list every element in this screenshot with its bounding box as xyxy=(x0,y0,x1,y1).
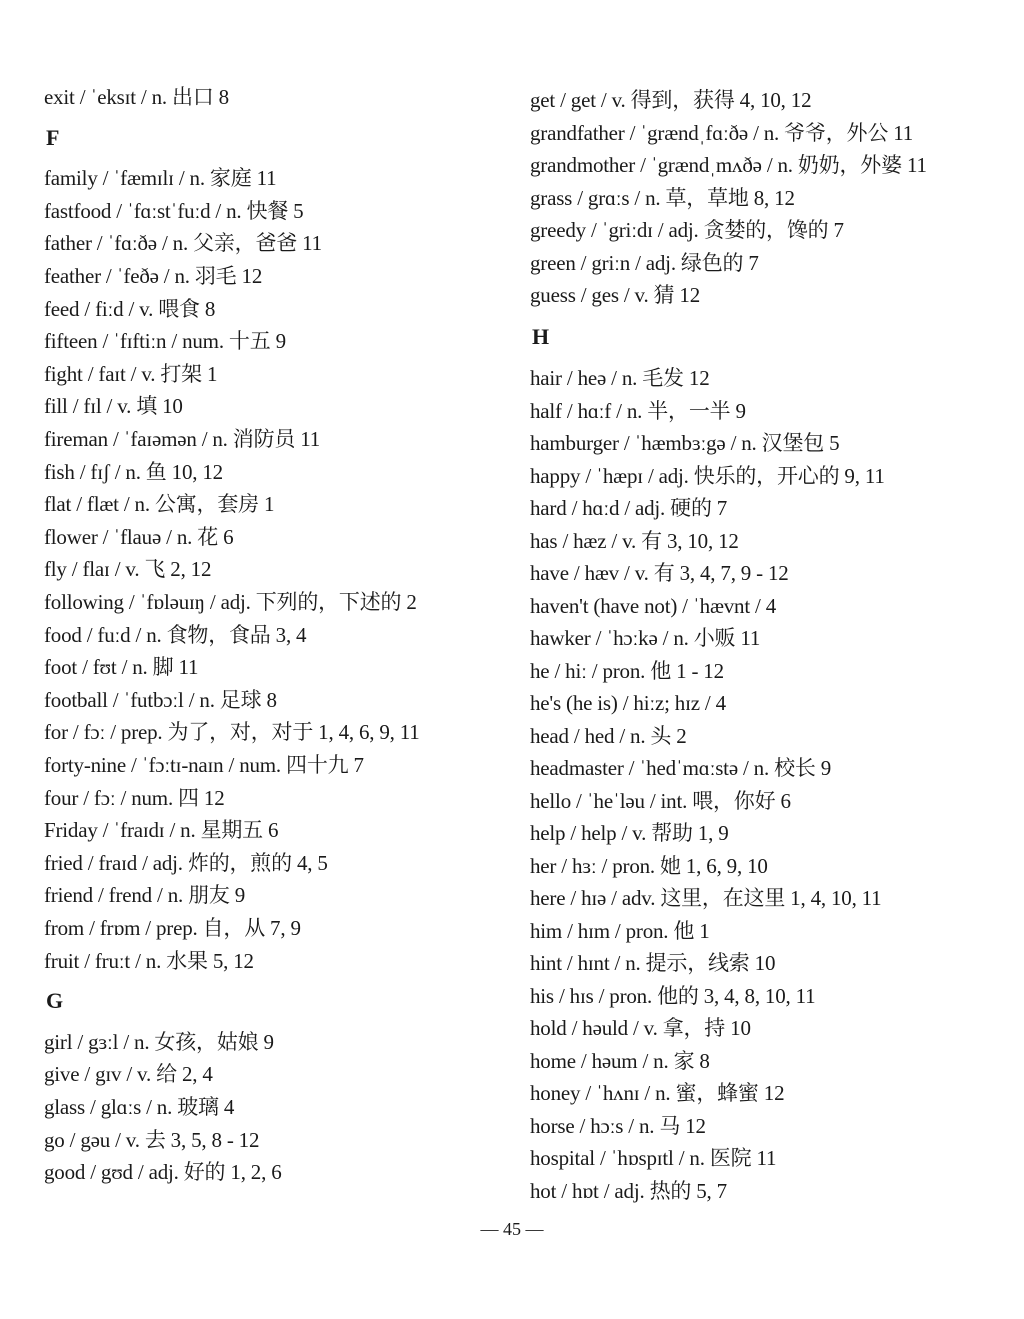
glossary-entry: fried / fraɪd / adj. 炸的，煎的 4, 5 xyxy=(44,850,328,875)
glossary-entry: here / hɪə / adv. 这里，在这里 1, 4, 10, 11 xyxy=(530,886,882,910)
glossary-entry: grandmother / ˈgrændˌmʌðə / n. 奶奶，外婆 11 xyxy=(530,153,927,177)
glossary-entry: has / hæz / v. 有 3, 10, 12 xyxy=(530,528,739,553)
glossary-entry: help / help / v. 帮助 1, 9 xyxy=(530,821,729,845)
glossary-entry: her / hɜː / pron. 她 1, 6, 9, 10 xyxy=(530,853,768,878)
glossary-entry: happy / ˈhæpɪ / adj. 快乐的，开心的 9, 11 xyxy=(530,463,885,488)
glossary-entry: father / ˈfɑːðə / n. 父亲，爸爸 11 xyxy=(44,231,322,256)
section-letter: H xyxy=(532,323,550,349)
glossary-entry: girl / gɜːl / n. 女孩，姑娘 9 xyxy=(44,1029,274,1054)
glossary-entry: green / griːn / adj. 绿色的 7 xyxy=(530,250,759,275)
glossary-entry: fly / flaɪ / v. 飞 2, 12 xyxy=(44,557,212,582)
glossary-entry: feather / ˈfeðə / n. 羽毛 12 xyxy=(44,264,263,288)
glossary-entry: home / həum / n. 家 8 xyxy=(530,1048,710,1073)
glossary-entry: flower / ˈflauə / n. 花 6 xyxy=(44,524,234,549)
glossary-entry: fruit / fruːt / n. 水果 5, 12 xyxy=(44,948,254,973)
glossary-entry: feed / fiːd / v. 喂食 8 xyxy=(44,296,216,321)
glossary-entry: go / gəu / v. 去 3, 5, 8 - 12 xyxy=(44,1127,260,1152)
glossary-entry: hold / həuld / v. 拿，持 10 xyxy=(530,1016,751,1040)
glossary-entry: have / hæv / v. 有 3, 4, 7, 9 - 12 xyxy=(530,561,789,585)
glossary-entry: hair / heə / n. 毛发 12 xyxy=(530,366,710,390)
glossary-entry: fastfood / ˈfɑːstˈfuːd / n. 快餐 5 xyxy=(44,198,304,223)
glossary-entry: foot / fʊt / n. 脚 11 xyxy=(44,655,199,680)
glossary-entry: four / fɔː / num. 四 12 xyxy=(44,785,225,810)
glossary-entry: for / fɔː / prep. 为了，对，对于 1, 4, 6, 9, 11 xyxy=(44,720,420,745)
page-number: — 45 — xyxy=(480,1219,544,1239)
glossary-entry: fight / faɪt / v. 打架 1 xyxy=(44,361,218,386)
glossary-entry: honey / ˈhʌnɪ / n. 蜜，蜂蜜 12 xyxy=(530,1081,785,1105)
glossary-entry: fifteen / ˈfɪftiːn / num. 十五 9 xyxy=(44,329,286,354)
glossary-entry: following / ˈfɒləuɪŋ / adj. 下列的，下述的 2 xyxy=(44,590,417,614)
glossary-entry: horse / hɔːs / n. 马 12 xyxy=(530,1113,706,1138)
glossary-entry: hospital / ˈhɒspɪtl / n. 医院 11 xyxy=(530,1146,777,1170)
glossary-entry: hamburger / ˈhæmbɜːgə / n. 汉堡包 5 xyxy=(530,431,840,455)
glossary-entry: fireman / ˈfaɪəmən / n. 消防员 11 xyxy=(44,427,321,451)
glossary-entry: grandfather / ˈgrændˌfɑːðə / n. 爷爷，外公 11 xyxy=(530,120,914,145)
glossary-entry: he / hiː / pron. 他 1 - 12 xyxy=(530,658,724,683)
glossary-entry: hello / ˈheˈləu / int. 喂，你好 6 xyxy=(530,788,791,813)
glossary-entry: hint / hɪnt / n. 提示，线索 10 xyxy=(530,951,776,975)
glossary-entry: good / gʊd / adj. 好的 1, 2, 6 xyxy=(44,1160,282,1185)
glossary-entry: half / hɑːf / n. 半，一半 9 xyxy=(530,398,746,423)
glossary-entry: Friday / ˈfraɪdɪ / n. 星期五 6 xyxy=(44,818,279,843)
glossary-entry: him / hɪm / pron. 他 1 xyxy=(530,918,710,943)
glossary-entry: fish / fɪʃ / n. 鱼 10, 12 xyxy=(44,459,223,484)
glossary-entry: from / frɒm / prep. 自，从 7, 9 xyxy=(44,916,301,940)
glossary-entry: flat / flæt / n. 公寓，套房 1 xyxy=(44,492,275,517)
glossary-entry: forty-nine / ˈfɔːtɪ-naɪn / num. 四十九 7 xyxy=(44,753,364,777)
glossary-entry: greedy / ˈgriːdɪ / adj. 贪婪的，馋的 7 xyxy=(530,218,844,242)
glossary-entry: hard / hɑːd / adj. 硬的 7 xyxy=(530,496,728,520)
section-letter: G xyxy=(46,988,64,1014)
glossary-entry: hot / hɒt / adj. 热的 5, 7 xyxy=(530,1178,727,1203)
glossary-entry: haven't (have not) / ˈhævnt / 4 xyxy=(530,593,777,618)
glossary-entry: food / fuːd / n. 食物，食品 3, 4 xyxy=(44,622,307,647)
glossary-entry: get / get / v. 得到，获得 4, 10, 12 xyxy=(530,88,812,112)
glossary-entry: fill / fɪl / v. 填 10 xyxy=(44,394,183,419)
glossary-entry: family / ˈfæmɪlɪ / n. 家庭 11 xyxy=(44,166,277,191)
glossary-entry: friend / frend / n. 朋友 9 xyxy=(44,883,246,908)
glossary-entry: exit / ˈeksɪt / n. 出口 8 xyxy=(44,85,229,109)
glossary-entry: grass / grɑːs / n. 草，草地 8, 12 xyxy=(530,185,795,210)
glossary-entry: head / hed / n. 头 2 xyxy=(530,723,687,748)
glossary-entry: glass / glɑːs / n. 玻璃 4 xyxy=(44,1095,235,1119)
glossary-entry: give / gɪv / v. 给 2, 4 xyxy=(44,1062,213,1087)
glossary-entry: he's (he is) / hiːz; hɪz / 4 xyxy=(530,691,726,715)
glossary-entry: hawker / ˈhɔːkə / n. 小贩 11 xyxy=(530,626,761,650)
glossary-entry: guess / ges / v. 猜 12 xyxy=(530,283,701,307)
section-letter: F xyxy=(46,124,60,150)
glossary-entry: his / hɪs / pron. 他的 3, 4, 8, 10, 11 xyxy=(530,983,816,1008)
glossary-entry: football / ˈfutbɔːl / n. 足球 8 xyxy=(44,687,277,712)
glossary-entry: headmaster / ˈhedˈmɑːstə / n. 校长 9 xyxy=(530,756,832,780)
